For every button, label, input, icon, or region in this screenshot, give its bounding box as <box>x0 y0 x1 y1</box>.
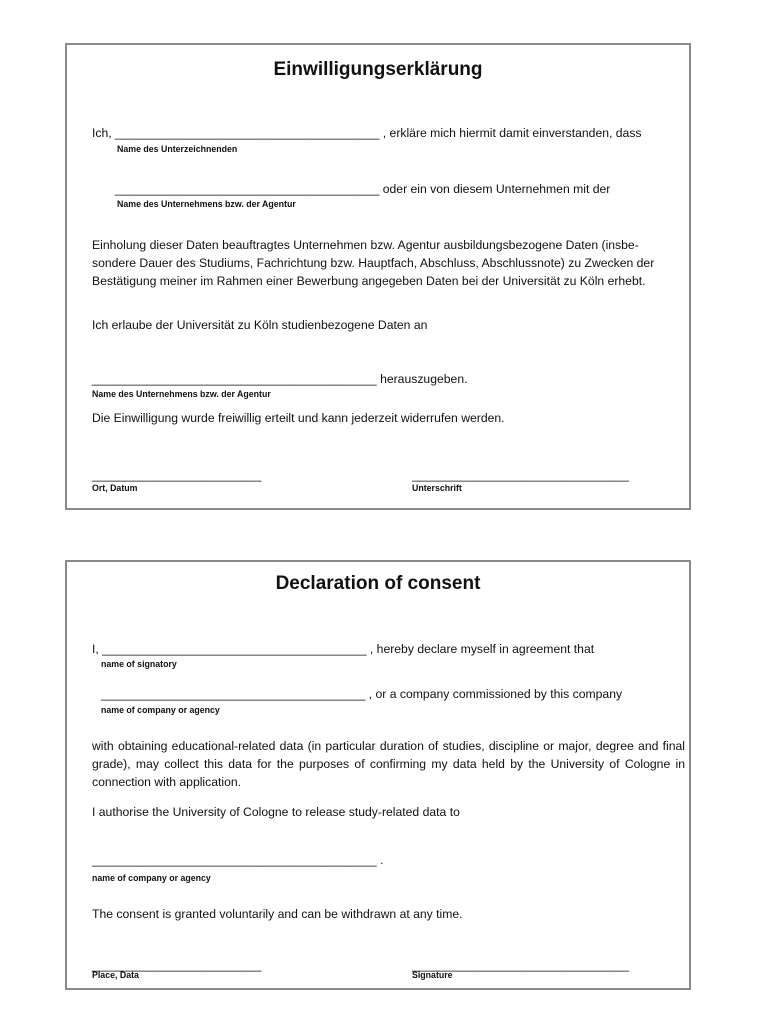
recipient-line: __________________________________________ . <box>92 853 384 867</box>
company-caption: Name des Unternehmens bzw. der Agentur <box>117 199 296 209</box>
signatory-caption: name of signatory <box>101 659 177 669</box>
place-date-line: _________________________ <box>92 468 262 482</box>
company-caption: name of company or agency <box>101 705 220 715</box>
release-statement: Ich erlaube der Universität zu Köln studienbezogene Daten an <box>92 318 428 332</box>
signature-caption: Signature <box>412 970 453 980</box>
place-date-caption: Ort, Datum <box>92 483 138 493</box>
voluntary-statement: The consent is granted voluntarily and can be withdrawn at any time. <box>92 907 463 921</box>
signatory-caption: Name des Unterzeichnenden <box>117 144 238 154</box>
signature-line: ________________________________ <box>412 468 629 482</box>
place-date-line: _________________________ <box>92 958 262 972</box>
signatory-line: Ich, _______________________________________ , erkläre mich hiermit damit einverstanden, dass <box>92 126 642 140</box>
signature-line: ________________________________ <box>412 958 629 972</box>
signature-caption: Unterschrift <box>412 483 462 493</box>
german-consent-form <box>65 43 691 510</box>
recipient-line: __________________________________________ herauszugeben. <box>92 372 468 386</box>
consent-paragraph: with obtaining educational-related data (in particular duration of studies, discipline or major, degree and final grade), may collect this data for the purposes of confirming my data held by the University of Cologne in connection with application. <box>92 739 685 790</box>
form-title: Declaration of consent <box>275 573 481 594</box>
recipient-caption: name of company or agency <box>92 873 211 883</box>
release-statement: I authorise the University of Cologne to release study-related data to <box>92 805 460 819</box>
voluntary-statement: Die Einwilligung wurde freiwillig erteilt und kann jederzeit widerrufen werden. <box>92 411 505 425</box>
consent-paragraph: Einholung dieser Daten beauftragtes Unternehmen bzw. Agentur ausbildungsbezogene Daten (insbe-sondere Dauer des Studiums, Fachrichtung bzw. Hauptfach, Abschluss, Abschlussnote) zu Zwecken der Bestätigung meiner im Rahmen einer Bewerbung angegeben Daten bei der Universität zu Köln erhebt. <box>92 238 655 289</box>
recipient-caption: Name des Unternehmens bzw. der Agentur <box>92 389 271 399</box>
english-consent-form <box>65 560 691 990</box>
company-line: _______________________________________ oder ein von diesem Unternehmen mit der <box>115 182 611 196</box>
place-date-caption: Place, Data <box>92 970 139 980</box>
company-line: _______________________________________ , or a company commissioned by this company <box>101 687 623 701</box>
signatory-line: I, _______________________________________ , hereby declare myself in agreement that <box>92 642 595 656</box>
form-title: Einwilligungserklärung <box>273 59 483 80</box>
